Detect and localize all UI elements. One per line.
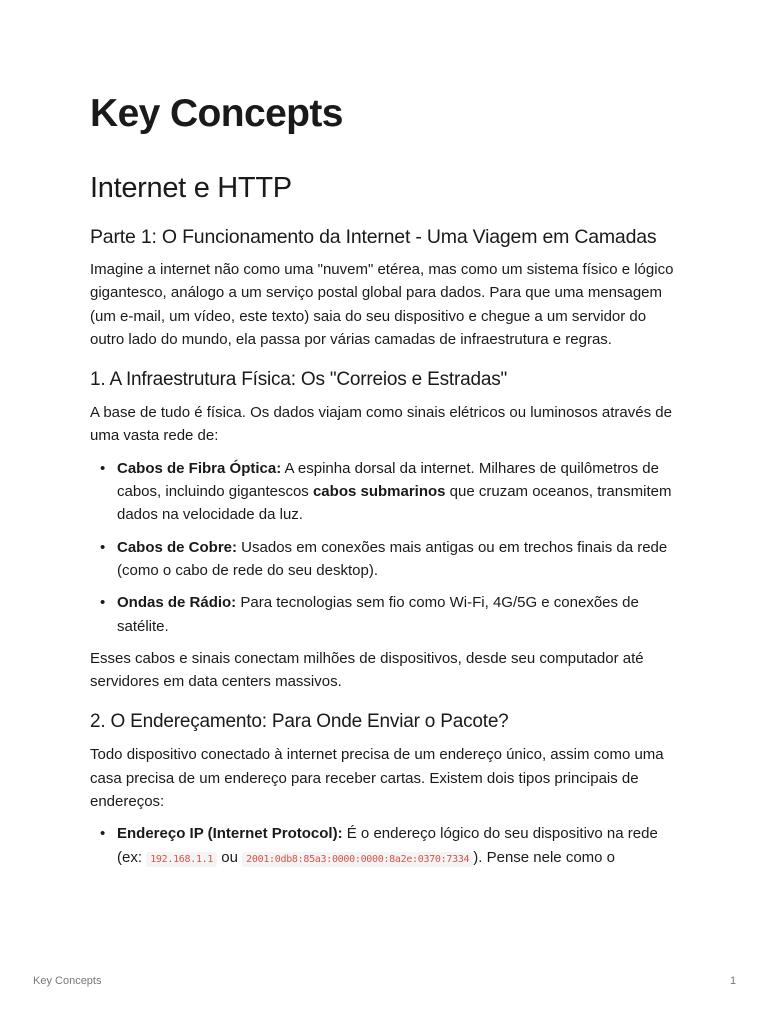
term-radio: Ondas de Rádio: (117, 594, 237, 612)
intro-paragraph: Imagine a internet não como uma "nuvem" etérea, mas como um sistema físico e lógico gigantesco, análogo a um serviço postal global para dados. Para que uma mensagem (um e-mail, um vídeo, este texto) saia do seu dispositivo e chegue a um servidor do outro lado do mundo, ela passa por várias camadas de infraestrutura e regras. (90, 261, 674, 348)
code-ipv6: 2001:0db8:85a3:0000:0000:8a2e:0370:7334 (242, 852, 473, 867)
section2-heading: 2. O Endereçamento: Para Onde Enviar o Pacote? (90, 711, 509, 733)
list-item-radio (90, 591, 680, 638)
document-title: Key Concepts (90, 92, 343, 135)
part-heading: Parte 1: O Funcionamento da Internet - Uma Viagem em Camadas (90, 226, 657, 248)
term-cobre: Cabos de Cobre: (117, 538, 238, 556)
code-ipv4: 192.168.1.1 (146, 852, 217, 867)
item-text: ou (217, 848, 243, 866)
list-item-ip (90, 822, 680, 871)
item-text: É o endereço lógico do seu dispositivo na rede (ex: (117, 825, 658, 866)
section1-heading: 1. A Infraestrutura Física: Os "Correios e Estradas" (90, 369, 508, 391)
term-ip: Endereço IP (Internet Protocol): (117, 825, 343, 843)
section1-closing: Esses cabos e sinais conectam milhões de dispositivos, desde seu computador até servidores em data centers massivos. (90, 649, 644, 691)
item-text: que cruzam oceanos, transmitem dados na velocidade da luz. (117, 483, 672, 524)
bullet-icon: • (100, 825, 106, 843)
section-title: Internet e HTTP (90, 172, 292, 204)
page-number: 1 (730, 975, 737, 987)
footer-title: Key Concepts (33, 975, 102, 987)
term-cabos-submarinos: cabos submarinos (312, 483, 446, 501)
list-item-fibra (90, 457, 680, 527)
item-text: A espinha dorsal da internet. Milhares de quilômetros de cabos, incluindo gigantescos (117, 459, 659, 501)
infrastructure-list (90, 457, 680, 638)
bullet-icon: • (100, 459, 106, 477)
document-body (90, 224, 680, 871)
address-list (90, 822, 680, 871)
item-text: ). Pense nele como o (473, 848, 616, 866)
bullet-icon: • (100, 538, 106, 556)
section1-lead: A base de tudo é física. Os dados viajam como sinais elétricos ou luminosos através de uma vasta rede de: (90, 404, 672, 445)
item-text: Usados em conexões mais antigas ou em trechos finais da rede (como o cabo de rede do seu desktop). (117, 538, 668, 579)
section2-lead: Todo dispositivo conectado à internet precisa de um endereço único, assim como uma casa precisa de um endereço para receber cartas. Existem dois tipos principais de endereços: (90, 746, 664, 811)
term-fibra: Cabos de Fibra Óptica: (117, 459, 282, 477)
bullet-icon: • (100, 594, 106, 612)
list-item-cobre (90, 536, 680, 583)
item-text: Para tecnologias sem fio como Wi-Fi, 4G/5G e conexões de satélite. (117, 594, 639, 635)
